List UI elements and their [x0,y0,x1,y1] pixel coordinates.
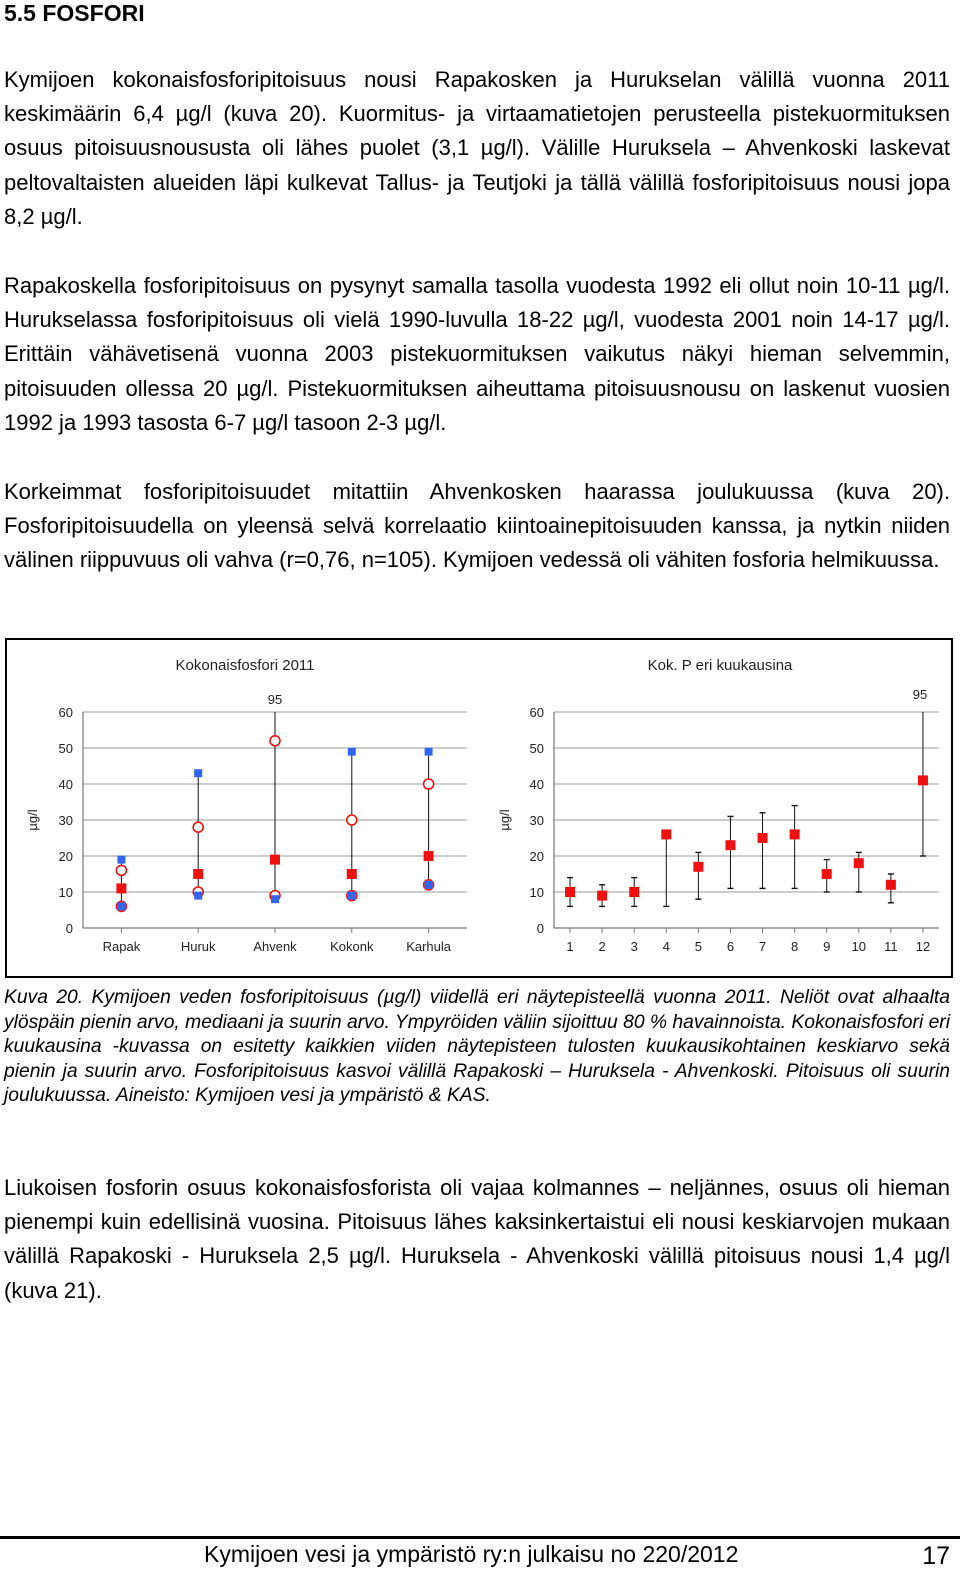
median-square [347,869,357,879]
y-tick-label: 0 [536,921,544,936]
x-tick-label: 8 [791,939,799,954]
x-tick-label: 11 [884,939,898,954]
y-axis-label: µg/l [25,809,40,831]
y-tick-label: 20 [529,849,544,864]
min-square [348,892,356,900]
chart-title: Kok. P eri kuukausina [647,657,793,674]
x-tick-label: 9 [823,939,831,954]
median-square [116,883,126,893]
y-tick-label: 60 [58,705,73,720]
x-tick-label: 2 [598,939,606,954]
x-tick-label: Rapak [102,939,141,954]
mean-square [758,833,768,843]
footer-publication: Kymijoen vesi ja ympäristö ry:n julkaisu no 220/2012 [204,1541,739,1567]
max-square [348,748,356,756]
x-tick-label: Karhula [406,939,452,954]
mean-square [854,858,864,868]
mean-square [886,880,896,890]
y-tick-label: 50 [529,741,544,756]
x-tick-label: 1 [566,939,574,954]
min-square [425,881,433,889]
y-tick-label: 40 [58,777,73,792]
x-tick-label: 10 [851,939,867,954]
mean-square [597,891,607,901]
y-tick-label: 20 [58,849,73,864]
chart-title: Kokonaisfosfori 2011 [175,657,315,674]
paragraph-1: Kymijoen kokonaisfosforipitoisuus nousi Rapakosken ja Hurukselan välillä vuonna 2011 keskimäärin 6,4 µg/l (kuva 20). Kuormitus- ja virtaamatietojen perusteella pistekuormituksen osuus pitoisuusnoususta oli lähes puolet (3,1 µg/l). Välille Huruksela – Ahvenkoski laskevat peltovaltaisten alueiden läpi kulkevat Tallus- ja Teutjoki ja tällä välillä fosforipitoisuus nousi jopa 8,2 µg/l. [4,67,950,229]
figure-caption: Kuva 20. Kymijoen veden fosforipitoisuus (µg/l) viidellä eri näytepisteellä vuonna 2011. Neliöt ovat alhaalta ylöspäin pienin arvo, mediaani ja suurin arvo. Ympyröiden väliin sijoittuu 80 % havainnoista. Kokonaisfosfori eri kuukausina -kuvassa on esitetty kaikkien viiden näytepisteen tulosten kuukausikohtainen keskiarvo sekä pienin ja suurin arvo. Fosforipitoisuus kasvoi välillä Rapakoski – Huruksela - Ahvenkoski. Pitoisuus oli suurin joulukuussa. Aineisto: Kymijoen vesi ja ympäristö & KAS. [4,987,951,1107]
min-square [117,902,125,910]
p90-circle [424,779,434,789]
mean-square [790,829,800,839]
y-tick-label: 30 [529,813,544,828]
x-tick-label: Huruk [180,939,216,954]
y-tick-label: 10 [58,885,73,900]
y-tick-label: 50 [58,741,73,756]
page-number: 17 [922,1542,950,1570]
y-axis-label: µg/l [497,809,512,831]
min-square [194,892,202,900]
median-square [424,851,434,861]
max-square [425,748,433,756]
y-tick-label: 60 [529,705,544,720]
y-tick-label: 0 [65,921,73,936]
p90-circle [347,815,357,825]
p90-circle [193,822,203,832]
mean-square [565,887,575,897]
x-tick-label: 12 [915,939,931,954]
y-tick-label: 40 [529,777,544,792]
y-tick-label: 10 [529,885,544,900]
x-tick-label: 3 [630,939,638,954]
median-square [270,855,280,865]
chart-1 [25,657,467,954]
min-square [271,895,279,903]
paragraph-3: Korkeimmat fosforipitoisuudet mitattiin Ahvenkosken haarassa joulukuussa (kuva 20). Fosforipitoisuudella on yleensä selvä korrelaatio kiintoainepitoisuuden kanssa, ja nytkin niiden välinen riippuvuus oli vahva (r=0,76, n=105). Kymijoen vedessä oli vähiten fosforia helmikuussa. [4,479,950,573]
max-square [117,856,125,864]
x-tick-label: 4 [662,939,670,954]
y-tick-label: 30 [58,813,73,828]
x-tick-label: Kokonk [330,939,374,954]
section-heading: 5.5 FOSFORI [4,0,145,26]
figure-20-charts [7,640,951,976]
off-scale-label: 95 [912,687,928,702]
median-square [193,869,203,879]
x-tick-label: 6 [726,939,735,954]
paragraph-2: Rapakoskella fosforipitoisuus on pysynyt samalla tasolla vuodesta 1992 eli ollut noin 10-11 µg/l. Hurukselassa fosforipitoisuus oli vielä 1990-luvulla 18-22 µg/l, vuodesta 2001 noin 14-17 µg/l. Erittäin vähävetisenä vuonna 2003 pistekuormituksen vaikutus näkyi hieman selvemmin, pitoisuuden ollessa 20 µg/l. Pistekuormituksen aiheuttama pitoisuusnousu on laskenut vuosien 1992 ja 1993 tasosta 6-7 µg/l tasoon 2-3 µg/l. [4,273,950,435]
x-tick-label: Ahvenk [253,939,297,954]
mean-square [725,840,735,850]
figure-20 [5,638,953,978]
p90-circle [116,865,126,875]
off-scale-label: 95 [267,692,283,707]
mean-square [822,869,832,879]
x-tick-label: 7 [758,939,767,954]
mean-square [629,887,639,897]
mean-square [918,775,928,785]
p90-circle [270,736,280,746]
mean-square [693,862,703,872]
paragraph-4: Liukoisen fosforin osuus kokonaisfosforista oli vajaa kolmannes – neljännes, osuus oli hieman pienempi kuin edellisinä vuosina. Pitoisuus lähes kaksinkertaistui eli nousi keskiarvojen mukaan välillä Rapakoski - Huruksela 2,5 µg/l. Huruksela - Ahvenkoski välillä pitoisuus nousi 1,4 µg/l (kuva 21). [4,1175,950,1303]
max-square [194,769,202,777]
mean-square [661,829,671,839]
chart-2 [497,657,939,954]
x-tick-label: 5 [694,939,702,954]
